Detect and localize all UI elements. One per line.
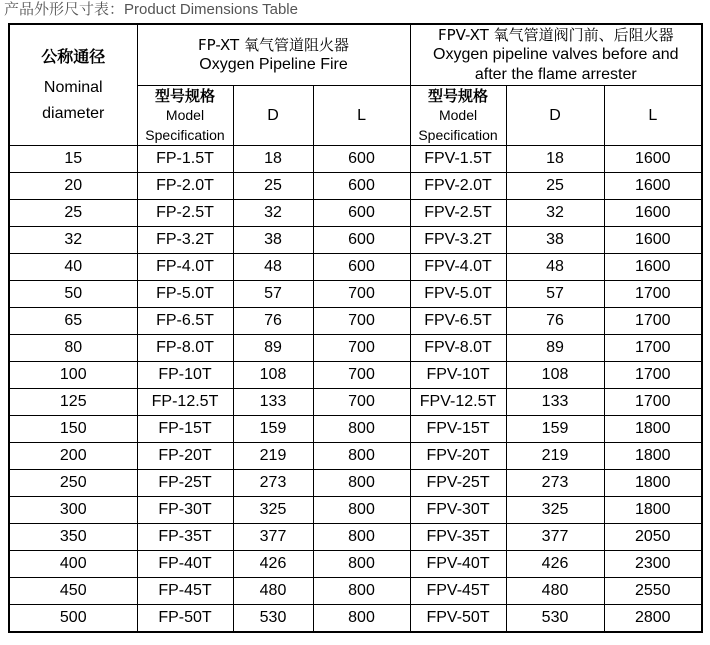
cell-fp-d: 426 <box>233 551 313 578</box>
cell-fp-d: 377 <box>233 524 313 551</box>
cell-fpv-d: 480 <box>506 578 604 605</box>
cell-fpv-model: FPV-10T <box>410 362 506 389</box>
cell-fp-d: 25 <box>233 173 313 200</box>
cell-fpv-d: 159 <box>506 416 604 443</box>
cell-fpv-l: 1600 <box>604 146 702 173</box>
cell-nominal-diameter: 125 <box>9 389 137 416</box>
cell-fp-d: 76 <box>233 308 313 335</box>
cell-nominal-diameter: 400 <box>9 551 137 578</box>
table-row <box>9 281 702 308</box>
cell-fpv-model: FPV-50T <box>410 605 506 633</box>
header-fp-spec-en-2: Specification <box>145 126 225 143</box>
cell-fpv-model: FPV-1.5T <box>410 146 506 173</box>
header-fp-model-spec <box>137 86 233 146</box>
header-fpv-group <box>410 24 702 86</box>
cell-fpv-l: 1800 <box>604 470 702 497</box>
cell-fpv-model: FPV-8.0T <box>410 335 506 362</box>
header-fpv-model-spec <box>410 86 506 146</box>
header-fp-group-en: Oxygen Pipeline Fire <box>199 56 348 73</box>
cell-fp-l: 700 <box>313 281 410 308</box>
cell-nominal-diameter: 500 <box>9 605 137 633</box>
cell-fpv-model: FPV-6.5T <box>410 308 506 335</box>
cell-fp-d: 273 <box>233 470 313 497</box>
header-row-group <box>9 24 702 86</box>
cell-fp-model: FP-35T <box>137 524 233 551</box>
cell-fpv-l: 1700 <box>604 281 702 308</box>
cell-fpv-l: 2050 <box>604 524 702 551</box>
cell-fpv-d: 426 <box>506 551 604 578</box>
cell-fp-l: 600 <box>313 173 410 200</box>
header-nominal-diameter <box>9 24 137 146</box>
cell-nominal-diameter: 250 <box>9 470 137 497</box>
cell-nominal-diameter: 150 <box>9 416 137 443</box>
cell-nominal-diameter: 450 <box>9 578 137 605</box>
table-row <box>9 524 702 551</box>
product-dimensions-table <box>8 23 703 633</box>
cell-fp-l: 800 <box>313 497 410 524</box>
cell-fpv-model: FPV-35T <box>410 524 506 551</box>
cell-fpv-d: 18 <box>506 146 604 173</box>
cell-fpv-l: 1600 <box>604 173 702 200</box>
cell-fpv-l: 1600 <box>604 227 702 254</box>
header-fpv-d: D <box>506 86 604 146</box>
cell-fpv-d: 133 <box>506 389 604 416</box>
header-fpv-spec-cn: 型号规格 <box>428 86 489 105</box>
header-fp-group <box>137 24 410 86</box>
table-row <box>9 362 702 389</box>
cell-fp-d: 219 <box>233 443 313 470</box>
table-row <box>9 443 702 470</box>
cell-fp-d: 108 <box>233 362 313 389</box>
cell-fpv-model: FPV-4.0T <box>410 254 506 281</box>
header-fpv-spec-en-2: Specification <box>418 126 498 143</box>
cell-fpv-model: FPV-30T <box>410 497 506 524</box>
cell-fp-d: 32 <box>233 200 313 227</box>
header-fpv-l: L <box>604 86 702 146</box>
table-row <box>9 308 702 335</box>
cell-fpv-model: FPV-40T <box>410 551 506 578</box>
table-header <box>9 24 702 146</box>
cell-fp-model: FP-1.5T <box>137 146 233 173</box>
cell-fp-model: FP-15T <box>137 416 233 443</box>
cell-fpv-d: 38 <box>506 227 604 254</box>
cell-fpv-d: 530 <box>506 605 604 633</box>
cell-fp-l: 800 <box>313 578 410 605</box>
cell-fp-d: 530 <box>233 605 313 633</box>
cell-nominal-diameter: 350 <box>9 524 137 551</box>
cell-fpv-d: 219 <box>506 443 604 470</box>
header-fpv-spec-en-1: Model <box>438 106 478 123</box>
header-nominal-cn: 公称通径 <box>41 46 106 66</box>
cell-fp-l: 700 <box>313 308 410 335</box>
cell-nominal-diameter: 40 <box>9 254 137 281</box>
cell-fpv-model: FPV-20T <box>410 443 506 470</box>
cell-fpv-l: 1800 <box>604 416 702 443</box>
cell-fpv-d: 377 <box>506 524 604 551</box>
table-row <box>9 200 702 227</box>
cell-fp-d: 89 <box>233 335 313 362</box>
cell-nominal-diameter: 65 <box>9 308 137 335</box>
cell-fpv-d: 108 <box>506 362 604 389</box>
table-row <box>9 578 702 605</box>
header-fp-group-cn: FP-XT 氧气管道阻火器 <box>198 36 349 54</box>
cell-fpv-l: 1700 <box>604 362 702 389</box>
table-body <box>9 146 702 633</box>
cell-fp-model: FP-45T <box>137 578 233 605</box>
header-fpv-group-cn: FPV-XT 氧气管道阀门前、后阻火器 <box>437 26 674 44</box>
table-row <box>9 227 702 254</box>
cell-nominal-diameter: 32 <box>9 227 137 254</box>
header-fp-spec-cn: 型号规格 <box>154 86 215 105</box>
cell-fp-l: 700 <box>313 362 410 389</box>
table-row <box>9 173 702 200</box>
cell-fp-model: FP-20T <box>137 443 233 470</box>
cell-fp-l: 800 <box>313 605 410 633</box>
table-row <box>9 389 702 416</box>
header-fpv-group-en-1: Oxygen pipeline valves before and <box>433 46 679 63</box>
cell-fp-d: 38 <box>233 227 313 254</box>
cell-fpv-d: 32 <box>506 200 604 227</box>
cell-fp-l: 800 <box>313 416 410 443</box>
cell-fp-model: FP-2.5T <box>137 200 233 227</box>
cell-fpv-model: FPV-5.0T <box>410 281 506 308</box>
cell-fp-d: 480 <box>233 578 313 605</box>
cell-fpv-model: FPV-25T <box>410 470 506 497</box>
cell-fp-d: 57 <box>233 281 313 308</box>
table-row <box>9 335 702 362</box>
cell-fp-model: FP-2.0T <box>137 173 233 200</box>
cell-fpv-l: 2300 <box>604 551 702 578</box>
table-caption: 产品外形尺寸表：Product Dimensions Table <box>4 1 298 18</box>
cell-fpv-l: 1700 <box>604 335 702 362</box>
cell-fpv-d: 57 <box>506 281 604 308</box>
cell-fp-model: FP-5.0T <box>137 281 233 308</box>
cell-fpv-l: 1800 <box>604 497 702 524</box>
cell-nominal-diameter: 20 <box>9 173 137 200</box>
cell-fpv-model: FPV-2.0T <box>410 173 506 200</box>
cell-fpv-d: 76 <box>506 308 604 335</box>
table-row <box>9 551 702 578</box>
cell-fp-d: 159 <box>233 416 313 443</box>
cell-fpv-l: 1800 <box>604 443 702 470</box>
cell-fp-d: 325 <box>233 497 313 524</box>
cell-nominal-diameter: 300 <box>9 497 137 524</box>
cell-fp-l: 700 <box>313 335 410 362</box>
cell-fpv-d: 48 <box>506 254 604 281</box>
cell-fp-l: 600 <box>313 200 410 227</box>
header-fp-l: L <box>313 86 410 146</box>
cell-nominal-diameter: 50 <box>9 281 137 308</box>
cell-fpv-model: FPV-15T <box>410 416 506 443</box>
table-row <box>9 605 702 633</box>
cell-fpv-l: 1600 <box>604 254 702 281</box>
cell-fp-l: 600 <box>313 227 410 254</box>
cell-fpv-l: 1700 <box>604 389 702 416</box>
table-row <box>9 497 702 524</box>
cell-fpv-model: FPV-2.5T <box>410 200 506 227</box>
cell-fp-l: 800 <box>313 524 410 551</box>
cell-fp-l: 800 <box>313 443 410 470</box>
header-fpv-group-en-2: after the flame arrester <box>474 66 637 83</box>
cell-fp-model: FP-25T <box>137 470 233 497</box>
cell-fp-model: FP-12.5T <box>137 389 233 416</box>
cell-fp-d: 18 <box>233 146 313 173</box>
table-row <box>9 416 702 443</box>
cell-fp-l: 600 <box>313 146 410 173</box>
cell-fp-model: FP-3.2T <box>137 227 233 254</box>
cell-fp-l: 700 <box>313 389 410 416</box>
header-fp-d: D <box>233 86 313 146</box>
cell-fp-l: 600 <box>313 254 410 281</box>
cell-nominal-diameter: 15 <box>9 146 137 173</box>
table-row <box>9 146 702 173</box>
cell-fp-model: FP-40T <box>137 551 233 578</box>
cell-nominal-diameter: 100 <box>9 362 137 389</box>
cell-fpv-d: 89 <box>506 335 604 362</box>
cell-fp-model: FP-30T <box>137 497 233 524</box>
cell-fpv-l: 1600 <box>604 200 702 227</box>
cell-fp-d: 133 <box>233 389 313 416</box>
header-nominal-en-2: diameter <box>42 104 105 122</box>
cell-fpv-model: FPV-45T <box>410 578 506 605</box>
cell-fpv-l: 2550 <box>604 578 702 605</box>
table-row <box>9 254 702 281</box>
cell-fp-l: 800 <box>313 470 410 497</box>
cell-nominal-diameter: 25 <box>9 200 137 227</box>
cell-fpv-d: 273 <box>506 470 604 497</box>
cell-fpv-d: 325 <box>506 497 604 524</box>
cell-fp-model: FP-10T <box>137 362 233 389</box>
cell-fpv-model: FPV-12.5T <box>410 389 506 416</box>
cell-nominal-diameter: 200 <box>9 443 137 470</box>
cell-nominal-diameter: 80 <box>9 335 137 362</box>
cell-fpv-l: 2800 <box>604 605 702 633</box>
cell-fp-model: FP-50T <box>137 605 233 633</box>
cell-fp-model: FP-6.5T <box>137 308 233 335</box>
cell-fpv-model: FPV-3.2T <box>410 227 506 254</box>
cell-fp-d: 48 <box>233 254 313 281</box>
cell-fp-model: FP-8.0T <box>137 335 233 362</box>
cell-fp-l: 800 <box>313 551 410 578</box>
header-fp-spec-en-1: Model <box>165 106 205 123</box>
cell-fpv-l: 1700 <box>604 308 702 335</box>
cell-fpv-d: 25 <box>506 173 604 200</box>
cell-fp-model: FP-4.0T <box>137 254 233 281</box>
header-nominal-en-1: Nominal <box>43 78 103 96</box>
table-row <box>9 470 702 497</box>
